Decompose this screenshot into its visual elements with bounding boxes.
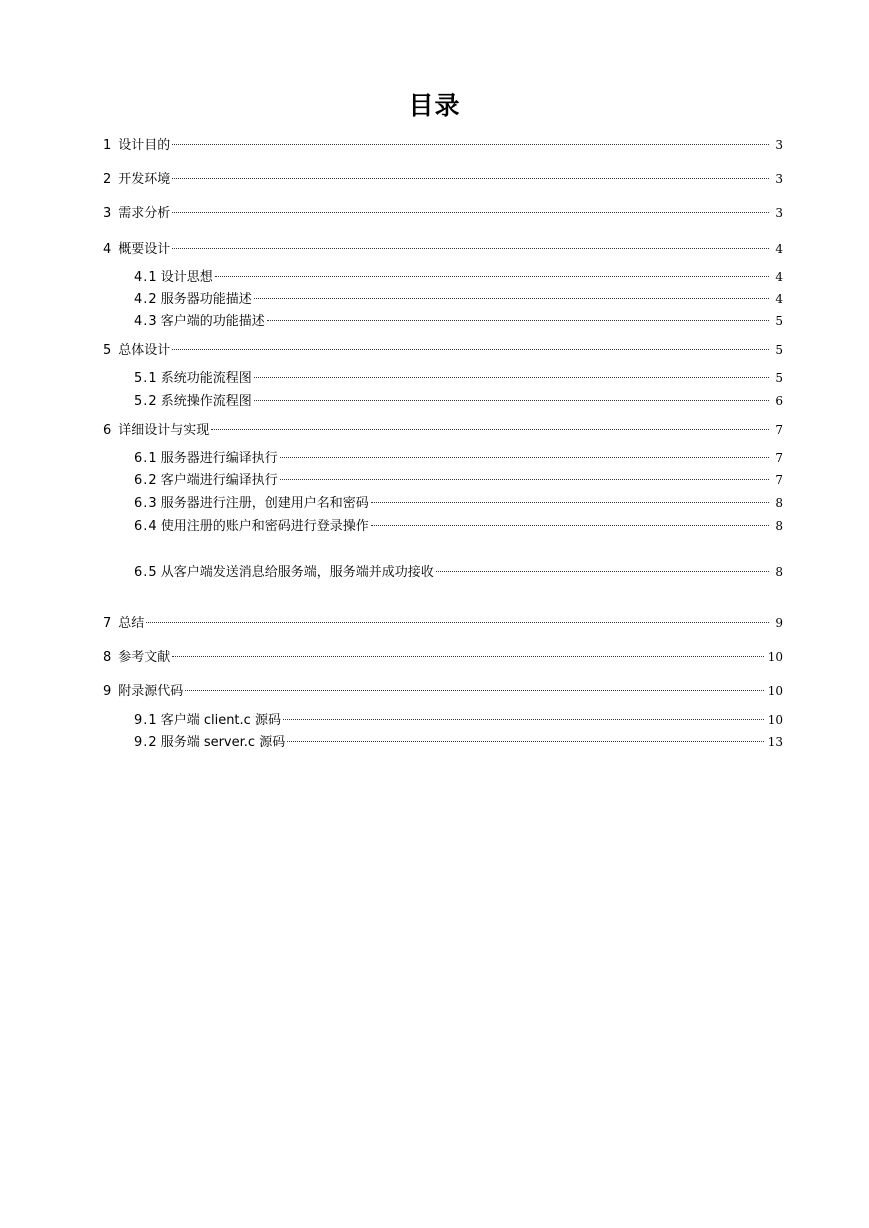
toc-entry-number: 9.1 xyxy=(134,713,158,728)
toc-subentry[interactable] xyxy=(134,471,783,490)
toc-leader-dots xyxy=(287,741,764,742)
toc-entry-page: 9 xyxy=(775,616,783,630)
toc-entry-page: 4 xyxy=(775,292,783,306)
toc-entry-page: 5 xyxy=(775,343,783,357)
toc-entry-number: 4 xyxy=(103,242,112,257)
toc-subentry[interactable] xyxy=(134,517,783,536)
toc-entry-number: 1 xyxy=(103,138,112,153)
toc-entry-number: 7 xyxy=(103,616,112,631)
toc-entry[interactable] xyxy=(103,240,783,259)
toc-entry-page: 4 xyxy=(775,270,783,284)
toc-entry-title: 设计思想 xyxy=(160,270,213,285)
toc-entry-number: 9 xyxy=(103,684,112,699)
toc-entry-number: 4.2 xyxy=(134,292,158,307)
toc-leader-dots xyxy=(371,525,769,526)
toc-entry-title: 开发环境 xyxy=(118,172,171,187)
toc-subentry[interactable] xyxy=(134,449,783,468)
toc-entry-number: 6.2 xyxy=(134,473,158,488)
toc-leader-dots xyxy=(254,298,769,299)
toc-entry-page: 4 xyxy=(775,242,783,256)
toc-leader-dots xyxy=(172,212,769,213)
toc-entry[interactable] xyxy=(103,204,783,223)
toc-entry-number: 6.3 xyxy=(134,496,158,511)
toc-entry-title: 从客户端发送消息给服务端，服务端并成功接收 xyxy=(160,565,434,580)
toc-entry-number: 4.1 xyxy=(134,270,158,285)
toc-leader-dots xyxy=(172,349,769,350)
toc-leader-dots xyxy=(283,719,764,720)
toc-entry-title: 使用注册的账户和密码进行登录操作 xyxy=(160,519,369,534)
toc-leader-dots xyxy=(215,276,769,277)
toc-entry-page: 10 xyxy=(767,684,783,698)
toc-entry-page: 3 xyxy=(775,138,783,152)
toc-entry-title: 服务器进行注册，创建用户名和密码 xyxy=(160,496,369,511)
toc-entry[interactable] xyxy=(103,170,783,189)
toc-entry-title: 系统功能流程图 xyxy=(160,371,252,386)
toc-entry-number: 5.1 xyxy=(134,371,158,386)
toc-entry-page: 3 xyxy=(775,206,783,220)
toc-entry-page: 13 xyxy=(767,735,783,749)
toc-leader-dots xyxy=(254,400,769,401)
toc-subentry[interactable] xyxy=(134,290,783,309)
toc-entry-number: 4.3 xyxy=(134,314,158,329)
toc-leader-dots xyxy=(172,144,769,145)
toc-entry-title: 服务器功能描述 xyxy=(160,292,252,307)
toc-subentry[interactable] xyxy=(134,312,783,331)
toc-entry-page: 10 xyxy=(767,713,783,727)
toc-entry-title: 客户端的功能描述 xyxy=(160,314,265,329)
toc-entry-title: 客户端进行编译执行 xyxy=(160,473,278,488)
toc-entry[interactable] xyxy=(103,648,783,667)
toc-entry-title: 客户端 client.c 源码 xyxy=(160,713,281,728)
toc-subentry[interactable] xyxy=(134,494,783,513)
toc-entry-title: 服务器进行编译执行 xyxy=(160,451,278,466)
toc-entry-page: 5 xyxy=(775,371,783,385)
toc-entry-title: 参考文献 xyxy=(118,650,171,665)
toc-title: 目录 xyxy=(408,91,461,120)
toc-entry-page: 3 xyxy=(775,172,783,186)
toc-entry-title: 需求分析 xyxy=(118,206,171,221)
toc-leader-dots xyxy=(280,479,769,480)
toc-leader-dots xyxy=(254,377,769,378)
toc-subentry[interactable] xyxy=(134,369,783,388)
toc-entry[interactable] xyxy=(103,136,783,155)
toc-entry-page: 6 xyxy=(775,394,783,408)
toc-entry-page: 7 xyxy=(775,451,783,465)
toc-entry-title: 附录源代码 xyxy=(118,684,184,699)
toc-entry-page: 8 xyxy=(775,496,783,510)
toc-entry-number: 2 xyxy=(103,172,112,187)
toc-leader-dots xyxy=(172,178,769,179)
toc-entry-page: 8 xyxy=(775,565,783,579)
toc-entry-number: 6.5 xyxy=(134,565,158,580)
toc-entry-number: 8 xyxy=(103,650,112,665)
toc-entry-title: 服务端 server.c 源码 xyxy=(160,735,286,750)
toc-subentry[interactable] xyxy=(134,268,783,287)
toc-leader-dots xyxy=(146,622,769,623)
toc-entry-title: 总结 xyxy=(118,616,145,631)
toc-leader-dots xyxy=(211,429,769,430)
toc-subentry[interactable] xyxy=(134,733,783,752)
toc-leader-dots xyxy=(185,690,763,691)
toc-entry-number: 5 xyxy=(103,343,112,358)
toc-leader-dots xyxy=(280,457,769,458)
toc-entry[interactable] xyxy=(103,682,783,701)
toc-entry-number: 3 xyxy=(103,206,112,221)
toc-entry-title: 设计目的 xyxy=(118,138,171,153)
toc-entry-number: 6.4 xyxy=(134,519,158,534)
toc-entry-page: 7 xyxy=(775,473,783,487)
toc-entry[interactable] xyxy=(103,341,783,360)
toc-subentry[interactable] xyxy=(134,711,783,730)
toc-entry-title: 详细设计与实现 xyxy=(118,423,210,438)
toc-entry-title: 系统操作流程图 xyxy=(160,394,252,409)
toc-entry-title: 概要设计 xyxy=(118,242,171,257)
toc-subentry[interactable] xyxy=(134,392,783,411)
toc-leader-dots xyxy=(371,502,769,503)
toc-leader-dots xyxy=(172,656,763,657)
toc-entry-page: 10 xyxy=(767,650,783,664)
toc-entry[interactable] xyxy=(103,421,783,440)
toc-entry[interactable] xyxy=(103,614,783,633)
toc-entry-number: 6 xyxy=(103,423,112,438)
toc-leader-dots xyxy=(267,320,769,321)
toc-entry-number: 5.2 xyxy=(134,394,158,409)
toc-entry-page: 8 xyxy=(775,519,783,533)
toc-entry-title: 总体设计 xyxy=(118,343,171,358)
toc-entry-page: 5 xyxy=(775,314,783,328)
toc-entry-number: 9.2 xyxy=(134,735,158,750)
toc-leader-dots xyxy=(436,571,769,572)
toc-entry-number: 6.1 xyxy=(134,451,158,466)
toc-subentry[interactable] xyxy=(134,563,783,582)
toc-leader-dots xyxy=(172,248,769,249)
toc-entry-page: 7 xyxy=(775,423,783,437)
